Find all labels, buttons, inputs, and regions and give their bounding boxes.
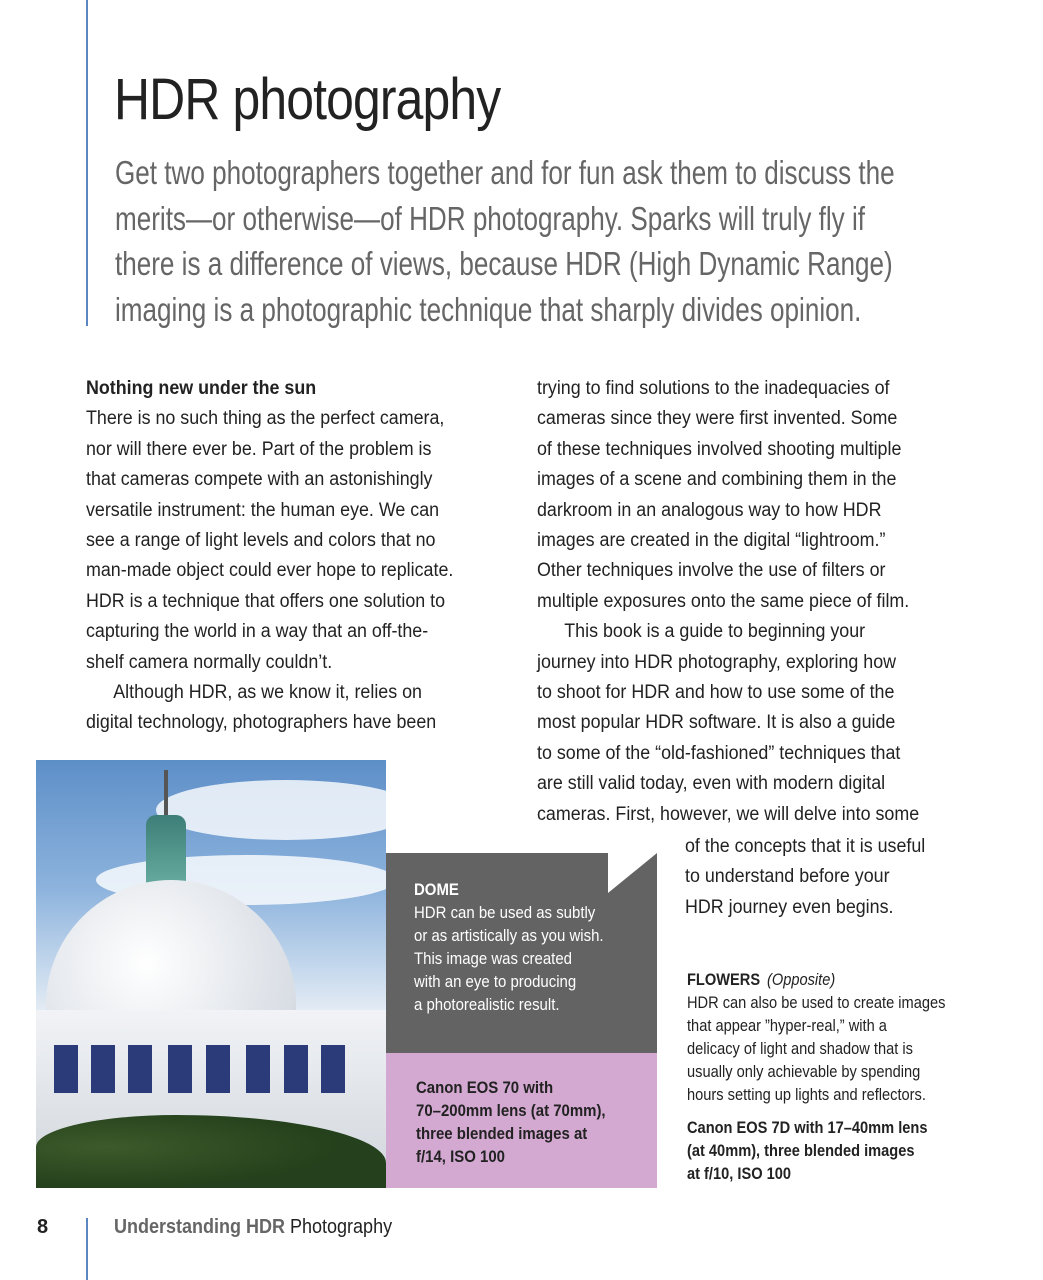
dome-photo: [36, 760, 386, 1188]
dome-spec: [416, 1076, 606, 1168]
dome-caption-title: DOME: [414, 880, 459, 899]
text-line: journey into HDR photography, exploring how: [537, 651, 897, 673]
text-line: to shoot for HDR and how to use some of the: [537, 682, 895, 704]
flowers-caption-text: [687, 991, 945, 1106]
text-line: Other techniques involve the use of filters or: [537, 560, 886, 582]
intro-paragraph: [115, 150, 895, 332]
page-number: 8: [37, 1216, 49, 1238]
text-line: (at 40mm), three blended images: [687, 1141, 915, 1160]
text-line: there is a difference of views, because HDR (High Dynamic Range): [115, 245, 893, 282]
flowers-caption: [687, 968, 945, 1185]
flowers-caption-title: FLOWERS: [687, 970, 761, 989]
text-line: versatile instrument: the human eye. We can: [86, 499, 440, 521]
text-line: This image was created: [414, 949, 572, 968]
text-line: imaging is a photographic technique that sharply divides opinion.: [115, 290, 862, 328]
text-line: capturing the world in a way that an off-the-: [86, 621, 429, 643]
text-line: 70–200mm lens (at 70mm),: [416, 1101, 606, 1120]
text-line: three blended images at: [416, 1124, 588, 1143]
text-line: images of a scene and combining them in the: [537, 469, 897, 491]
window: [206, 1045, 230, 1093]
text-line: darkroom in an analogous way to how HDR: [537, 499, 882, 521]
text-line: merits—or otherwise—of HDR photography. Sparks will truly fly if: [115, 199, 865, 237]
text-line: shelf camera normally couldn’t.: [86, 651, 333, 673]
text-line: cameras. First, however, we will delve into some: [537, 803, 920, 825]
text-line: Although HDR, as we know it, relies on: [113, 682, 422, 704]
column-1-text: [86, 404, 453, 738]
text-line: HDR is a technique that offers one solution to: [86, 590, 446, 612]
text-line: digital technology, photographers have been: [86, 712, 437, 734]
window: [54, 1045, 78, 1093]
window: [128, 1045, 152, 1093]
text-line: HDR can also be used to create images: [687, 993, 946, 1012]
section-heading: Nothing new under the sun: [86, 378, 317, 399]
text-line: HDR journey even begins.: [685, 896, 894, 918]
flowers-spec: [687, 1116, 945, 1185]
window: [284, 1045, 308, 1093]
text-line: that cameras compete with an astonishingly: [86, 469, 433, 491]
text-line: to understand before your: [685, 866, 890, 888]
text-line: with an eye to producing: [414, 972, 577, 991]
body-column-3: [685, 832, 925, 923]
text-line: see a range of light levels and colors that no: [86, 530, 436, 552]
text-line: at f/10, ISO 100: [687, 1164, 792, 1183]
text-line: that appear ”hyper-real,” with a: [687, 1016, 887, 1035]
book-title-bold: Understanding HDR: [114, 1216, 285, 1238]
accent-rule-bottom: [86, 1218, 88, 1280]
text-line: delicacy of light and shadow that is: [687, 1039, 913, 1058]
text-line: cameras since they were first invented. Some: [537, 408, 898, 430]
running-footer: [114, 1216, 392, 1239]
page-title: HDR photography: [114, 67, 501, 132]
text-line: Get two photographers together and for fun ask them to discuss the: [115, 154, 895, 191]
text-line: man-made object could ever hope to replicate.: [86, 560, 454, 582]
text-line: or as artistically as you wish.: [414, 926, 604, 945]
text-line: This book is a guide to beginning your: [564, 621, 866, 643]
text-line: There is no such thing as the perfect camera,: [86, 408, 445, 430]
body-column-1: [86, 374, 453, 739]
text-line: f/14, ISO 100: [416, 1147, 505, 1166]
text-line: multiple exposures onto the same piece of film.: [537, 590, 910, 612]
text-line: a photorealistic result.: [414, 995, 560, 1014]
body-column-2: [537, 374, 919, 830]
cloud: [156, 780, 386, 840]
window: [91, 1045, 115, 1093]
text-line: images are created in the digital “lightroom.”: [537, 530, 886, 552]
dome-spire: [164, 770, 168, 820]
text-line: hours setting up lights and reflectors.: [687, 1085, 926, 1104]
book-title-rest: Photography: [285, 1216, 393, 1238]
text-line: to some of the “old-fashioned” techniques that: [537, 742, 901, 764]
accent-rule-top: [86, 0, 88, 326]
text-line: usually only achievable by spending: [687, 1062, 921, 1081]
text-line: of these techniques involved shooting multiple: [537, 438, 902, 460]
text-line: nor will there ever be. Part of the problem is: [86, 438, 432, 460]
text-line: HDR can be used as subtly: [414, 903, 596, 922]
text-line: of the concepts that it is useful: [685, 836, 926, 857]
window: [321, 1045, 345, 1093]
text-line: Canon EOS 7D with 17–40mm lens: [687, 1118, 928, 1137]
text-line: most popular HDR software. It is also a guide: [537, 712, 896, 734]
flowers-caption-subtitle: (Opposite): [766, 970, 836, 989]
window: [246, 1045, 270, 1093]
dome-caption-text: [414, 901, 604, 1016]
window: [168, 1045, 192, 1093]
text-line: are still valid today, even with modern digital: [537, 773, 886, 795]
dome-caption: [414, 878, 604, 1016]
text-line: trying to find solutions to the inadequacies of: [537, 378, 890, 399]
text-line: Canon EOS 70 with: [416, 1078, 554, 1097]
